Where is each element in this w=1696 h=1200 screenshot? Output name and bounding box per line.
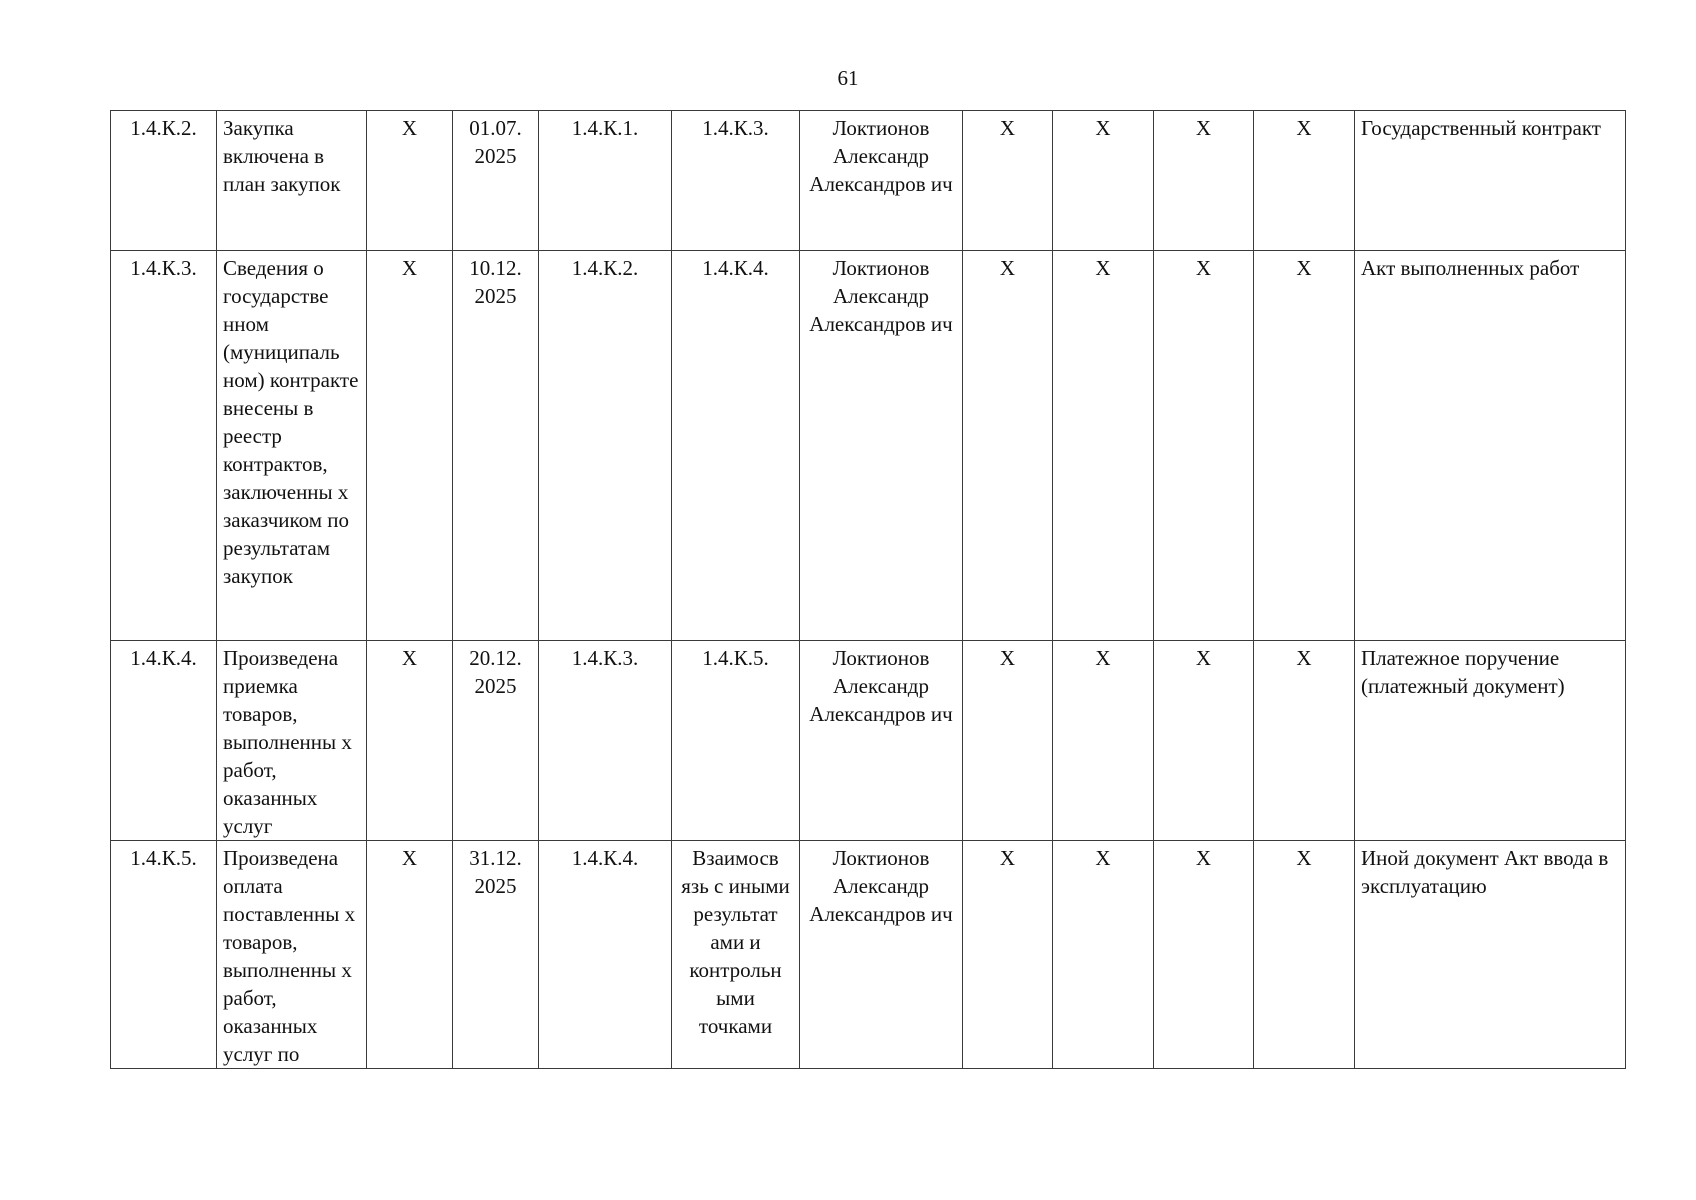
mark-cell: X (1053, 641, 1154, 841)
table-row (111, 641, 1626, 841)
date-cell: 20.12. 2025 (453, 641, 539, 841)
date-cell: 01.07. 2025 (453, 111, 539, 251)
table-row (111, 111, 1626, 251)
document-cell: Иной документ Акт ввода в эксплуатацию (1355, 841, 1626, 1069)
event-name: Сведения о государстве нном (муниципаль ном) контракте внесены в реестр контрактов, заключенны х заказчиком по результатам закупок (217, 251, 367, 641)
predecessor-cell: 1.4.К.4. (539, 841, 672, 1069)
responsible-cell: Локтионов Александр Александров ич (800, 841, 963, 1069)
page-number: 61 (837, 66, 859, 90)
row-code: 1.4.К.3. (111, 251, 217, 641)
row-code: 1.4.К.4. (111, 641, 217, 841)
responsible-cell: Локтионов Александр Александров ич (800, 111, 963, 251)
table-row (111, 251, 1626, 641)
mark-cell: X (367, 641, 453, 841)
mark-cell: X (1154, 111, 1254, 251)
mark-cell: X (1053, 251, 1154, 641)
mark-cell: X (963, 251, 1053, 641)
mark-cell: X (1053, 841, 1154, 1069)
mark-cell: X (367, 251, 453, 641)
mark-cell: X (963, 111, 1053, 251)
mark-cell: X (1053, 111, 1154, 251)
date-cell: 10.12. 2025 (453, 251, 539, 641)
predecessor-cell: 1.4.К.1. (539, 111, 672, 251)
mark-cell: X (1254, 111, 1355, 251)
successor-cell: 1.4.К.5. (672, 641, 800, 841)
event-name: Закупка включена в план закупок (217, 111, 367, 251)
table-row (111, 841, 1626, 1069)
responsible-cell: Локтионов Александр Александров ич (800, 641, 963, 841)
mark-cell: X (367, 111, 453, 251)
row-code: 1.4.К.2. (111, 111, 217, 251)
mark-cell: X (1254, 251, 1355, 641)
predecessor-cell: 1.4.К.2. (539, 251, 672, 641)
row-code: 1.4.К.5. (111, 841, 217, 1069)
mark-cell: X (1254, 641, 1355, 841)
mark-cell: X (1154, 841, 1254, 1069)
mark-cell: X (963, 641, 1053, 841)
document-cell: Платежное поручение (платежный документ) (1355, 641, 1626, 841)
document-cell: Акт выполненных работ (1355, 251, 1626, 641)
predecessor-cell: 1.4.К.3. (539, 641, 672, 841)
date-cell: 31.12. 2025 (453, 841, 539, 1069)
mark-cell: X (1154, 251, 1254, 641)
successor-cell: 1.4.К.3. (672, 111, 800, 251)
mark-cell: X (367, 841, 453, 1069)
successor-cell: Взаимосв язь с иными результат ами и контрольн ыми точками (672, 841, 800, 1069)
mark-cell: X (1254, 841, 1355, 1069)
successor-cell: 1.4.К.4. (672, 251, 800, 641)
mark-cell: X (1154, 641, 1254, 841)
event-name: Произведена оплата поставленны х товаров, выполненны х работ, оказанных услуг по (217, 841, 367, 1069)
event-name: Произведена приемка товаров, выполненны х работ, оказанных услуг (217, 641, 367, 841)
mark-cell: X (963, 841, 1053, 1069)
responsible-cell: Локтионов Александр Александров ич (800, 251, 963, 641)
document-cell: Государственный контракт (1355, 111, 1626, 251)
control-points-table (110, 110, 1626, 1069)
